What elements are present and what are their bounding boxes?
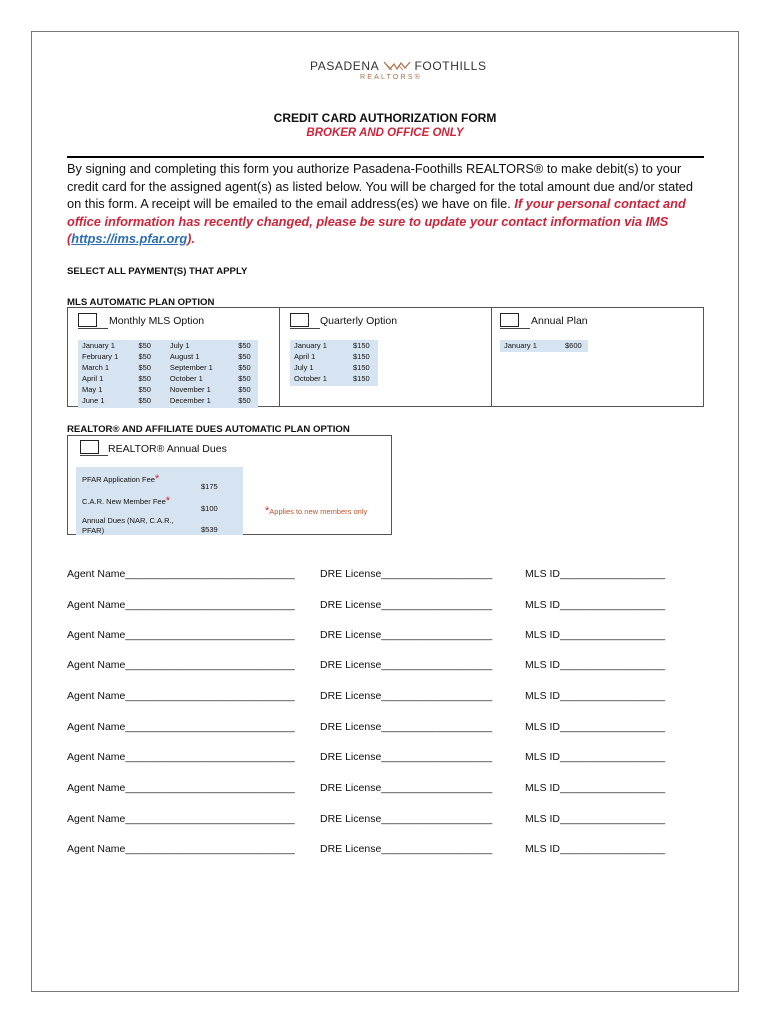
fee-name-pfar: PFAR Application Fee* xyxy=(82,473,160,485)
dre-license-field[interactable]: DRE License___________________ xyxy=(320,843,493,855)
dre-license-field[interactable]: DRE License___________________ xyxy=(320,690,493,702)
fee-name-annual-cont: PFAR) xyxy=(82,526,105,535)
dre-license-field[interactable]: DRE License___________________ xyxy=(320,599,493,611)
schedule-cell: $50 xyxy=(238,352,251,361)
schedule-cell: April 1 xyxy=(82,374,104,383)
schedule-cell: November 1 xyxy=(169,385,211,394)
mountain-logo-icon xyxy=(383,60,411,71)
mls-id-field[interactable]: MLS ID__________________ xyxy=(525,751,666,763)
agent-row xyxy=(67,782,687,796)
agent-name-field[interactable]: Agent Name_____________________________ xyxy=(67,751,295,763)
fee-name-annual: Annual Dues (NAR, C.A.R., xyxy=(82,516,174,525)
mls-id-field[interactable]: MLS ID__________________ xyxy=(525,690,666,702)
schedule-cell: $50 xyxy=(238,385,251,394)
schedule-row xyxy=(82,395,258,406)
quarterly-label: Quarterly Option xyxy=(320,315,398,327)
agent-row xyxy=(67,843,687,857)
dre-license-field[interactable]: DRE License___________________ xyxy=(320,568,493,580)
title-divider xyxy=(67,156,704,158)
realtor-checkbox-line xyxy=(80,455,108,456)
schedule-cell: May 1 xyxy=(82,385,103,394)
agent-name-field[interactable]: Agent Name_____________________________ xyxy=(67,782,295,794)
schedule-cell: July 1 xyxy=(169,341,190,350)
schedule-cell: $50 xyxy=(138,341,151,350)
schedule-cell: $50 xyxy=(138,363,151,372)
agent-row xyxy=(67,659,687,673)
note-star: * xyxy=(265,505,270,517)
schedule-cell: $50 xyxy=(138,396,151,405)
intro-text: By signing and completing this form you authorize Pasadena-Foothills REALTORS® to make debit(s) to your credit card for the assigned agent(s) as listed below. You will be charged for the total amount due and/or stated on this form. A receipt will be emailed to the email address(es) we have on file. xyxy=(67,161,694,211)
logo xyxy=(310,59,487,73)
quarterly-schedule-table xyxy=(294,340,377,384)
monthly-plan-box xyxy=(67,307,280,407)
schedule-cell: September 1 xyxy=(169,363,213,372)
agent-name-field[interactable]: Agent Name_____________________________ xyxy=(67,629,295,641)
annual-checkbox-line xyxy=(500,328,530,329)
agent-name-field[interactable]: Agent Name_____________________________ xyxy=(67,568,295,580)
mls-id-field[interactable]: MLS ID__________________ xyxy=(525,721,666,733)
monthly-schedule-table xyxy=(82,340,258,406)
schedule-cell: $50 xyxy=(138,352,151,361)
schedule-row xyxy=(82,373,258,384)
form-subtitle: BROKER AND OFFICE ONLY xyxy=(306,127,464,139)
dre-license-field[interactable]: DRE License___________________ xyxy=(320,782,493,794)
schedule-row xyxy=(82,340,258,351)
schedule-row xyxy=(294,362,377,373)
schedule-cell: $50 xyxy=(238,363,251,372)
schedule-cell: January 1 xyxy=(294,341,327,350)
realtor-fee-schedule xyxy=(76,467,243,535)
dre-license-field[interactable]: DRE License___________________ xyxy=(320,629,493,641)
mls-id-field[interactable]: MLS ID__________________ xyxy=(525,843,666,855)
mls-id-field[interactable]: MLS ID__________________ xyxy=(525,813,666,825)
agent-row xyxy=(67,721,687,735)
notice-text: If your personal contact and office information has recently changed, please be sure to update your contact information via IMS ( xyxy=(67,196,686,246)
fee-star-pfar: * xyxy=(154,473,160,485)
realtor-dues-label: REALTOR® Annual Dues xyxy=(108,443,227,455)
schedule-cell: June 1 xyxy=(82,396,105,405)
agent-row xyxy=(67,629,687,643)
schedule-row xyxy=(504,340,587,351)
schedule-cell: $50 xyxy=(238,341,251,350)
fee-name-car: C.A.R. New Member Fee* xyxy=(82,495,171,507)
schedule-cell: $150 xyxy=(353,363,370,372)
annual-checkbox[interactable] xyxy=(500,313,519,327)
mls-heading: MLS AUTOMATIC PLAN OPTION xyxy=(67,297,215,308)
schedule-row xyxy=(294,351,377,362)
mls-id-field[interactable]: MLS ID__________________ xyxy=(525,629,666,641)
fee-amount-annual: $539 xyxy=(201,525,218,534)
mls-id-field[interactable]: MLS ID__________________ xyxy=(525,599,666,611)
realtor-dues-checkbox[interactable] xyxy=(80,440,99,454)
dre-license-field[interactable]: DRE License___________________ xyxy=(320,813,493,825)
realtor-dues-box xyxy=(67,435,392,535)
agent-name-field[interactable]: Agent Name_____________________________ xyxy=(67,721,295,733)
new-member-note xyxy=(265,505,367,517)
form-title: CREDIT CARD AUTHORIZATION FORM xyxy=(273,111,497,125)
mls-id-field[interactable]: MLS ID__________________ xyxy=(525,782,666,794)
monthly-schedule xyxy=(78,340,258,408)
agent-row xyxy=(67,751,687,765)
agent-row xyxy=(67,599,687,613)
schedule-cell: $150 xyxy=(353,341,370,350)
mls-id-field[interactable]: MLS ID__________________ xyxy=(525,568,666,580)
annual-schedule xyxy=(500,340,588,352)
schedule-cell: October 1 xyxy=(294,374,327,383)
agent-row xyxy=(67,690,687,704)
schedule-cell: $150 xyxy=(353,352,370,361)
schedule-cell: April 1 xyxy=(294,352,316,361)
fee-star-car: * xyxy=(165,495,171,507)
schedule-row xyxy=(82,362,258,373)
logo-name-right: FOOTHILLS xyxy=(414,59,487,73)
annual-schedule-table xyxy=(504,340,587,351)
quarterly-plan-box xyxy=(279,307,492,407)
ims-link[interactable]: https://ims.pfar.org xyxy=(71,231,188,246)
schedule-cell: $50 xyxy=(138,374,151,383)
schedule-cell: December 1 xyxy=(169,396,211,405)
logo-subtitle: REALTORS® xyxy=(360,74,423,81)
dre-license-field[interactable]: DRE License___________________ xyxy=(320,751,493,763)
schedule-cell: February 1 xyxy=(82,352,119,361)
schedule-cell: March 1 xyxy=(82,363,110,372)
schedule-cell: January 1 xyxy=(504,341,537,350)
schedule-cell: $50 xyxy=(138,385,151,394)
dre-license-field[interactable]: DRE License___________________ xyxy=(320,659,493,671)
schedule-cell: $600 xyxy=(565,341,582,350)
realtor-heading: REALTOR® AND AFFILIATE DUES AUTOMATIC PLAN OPTION xyxy=(67,424,350,435)
schedule-cell: January 1 xyxy=(82,341,115,350)
schedule-cell: $50 xyxy=(238,374,251,383)
quarterly-checkbox[interactable] xyxy=(290,313,309,327)
schedule-cell: $150 xyxy=(353,374,370,383)
schedule-cell: October 1 xyxy=(169,374,203,383)
agent-row xyxy=(67,568,687,582)
schedule-row xyxy=(294,373,377,384)
annual-plan-box xyxy=(491,307,704,407)
select-heading: SELECT ALL PAYMENT(S) THAT APPLY xyxy=(67,266,248,277)
quarterly-checkbox-line xyxy=(290,328,320,329)
agent-name-field[interactable]: Agent Name_____________________________ xyxy=(67,690,295,702)
agent-name-field[interactable]: Agent Name_____________________________ xyxy=(67,659,295,671)
schedule-row xyxy=(82,351,258,362)
agent-row xyxy=(67,813,687,827)
agent-name-field[interactable]: Agent Name_____________________________ xyxy=(67,843,295,855)
monthly-label: Monthly MLS Option xyxy=(109,315,205,327)
schedule-cell: August 1 xyxy=(169,352,200,361)
note-text: Applies to new members only xyxy=(269,507,368,516)
mls-id-field[interactable]: MLS ID__________________ xyxy=(525,659,666,671)
schedule-cell: $50 xyxy=(238,396,251,405)
intro-paragraph xyxy=(67,160,707,248)
fee-amount-car: $100 xyxy=(201,504,218,513)
quarterly-schedule xyxy=(290,340,378,386)
annual-label: Annual Plan xyxy=(531,315,588,327)
fee-amount-pfar: $175 xyxy=(201,482,218,491)
schedule-cell: July 1 xyxy=(294,363,314,372)
monthly-checkbox-line xyxy=(78,328,108,329)
logo-name-left: PASADENA xyxy=(310,59,379,73)
schedule-row xyxy=(82,384,258,395)
schedule-row xyxy=(294,340,377,351)
monthly-checkbox[interactable] xyxy=(78,313,97,327)
agent-name-field[interactable]: Agent Name_____________________________ xyxy=(67,599,295,611)
notice-end: ). xyxy=(187,231,195,246)
agent-name-field[interactable]: Agent Name_____________________________ xyxy=(67,813,295,825)
dre-license-field[interactable]: DRE License___________________ xyxy=(320,721,493,733)
